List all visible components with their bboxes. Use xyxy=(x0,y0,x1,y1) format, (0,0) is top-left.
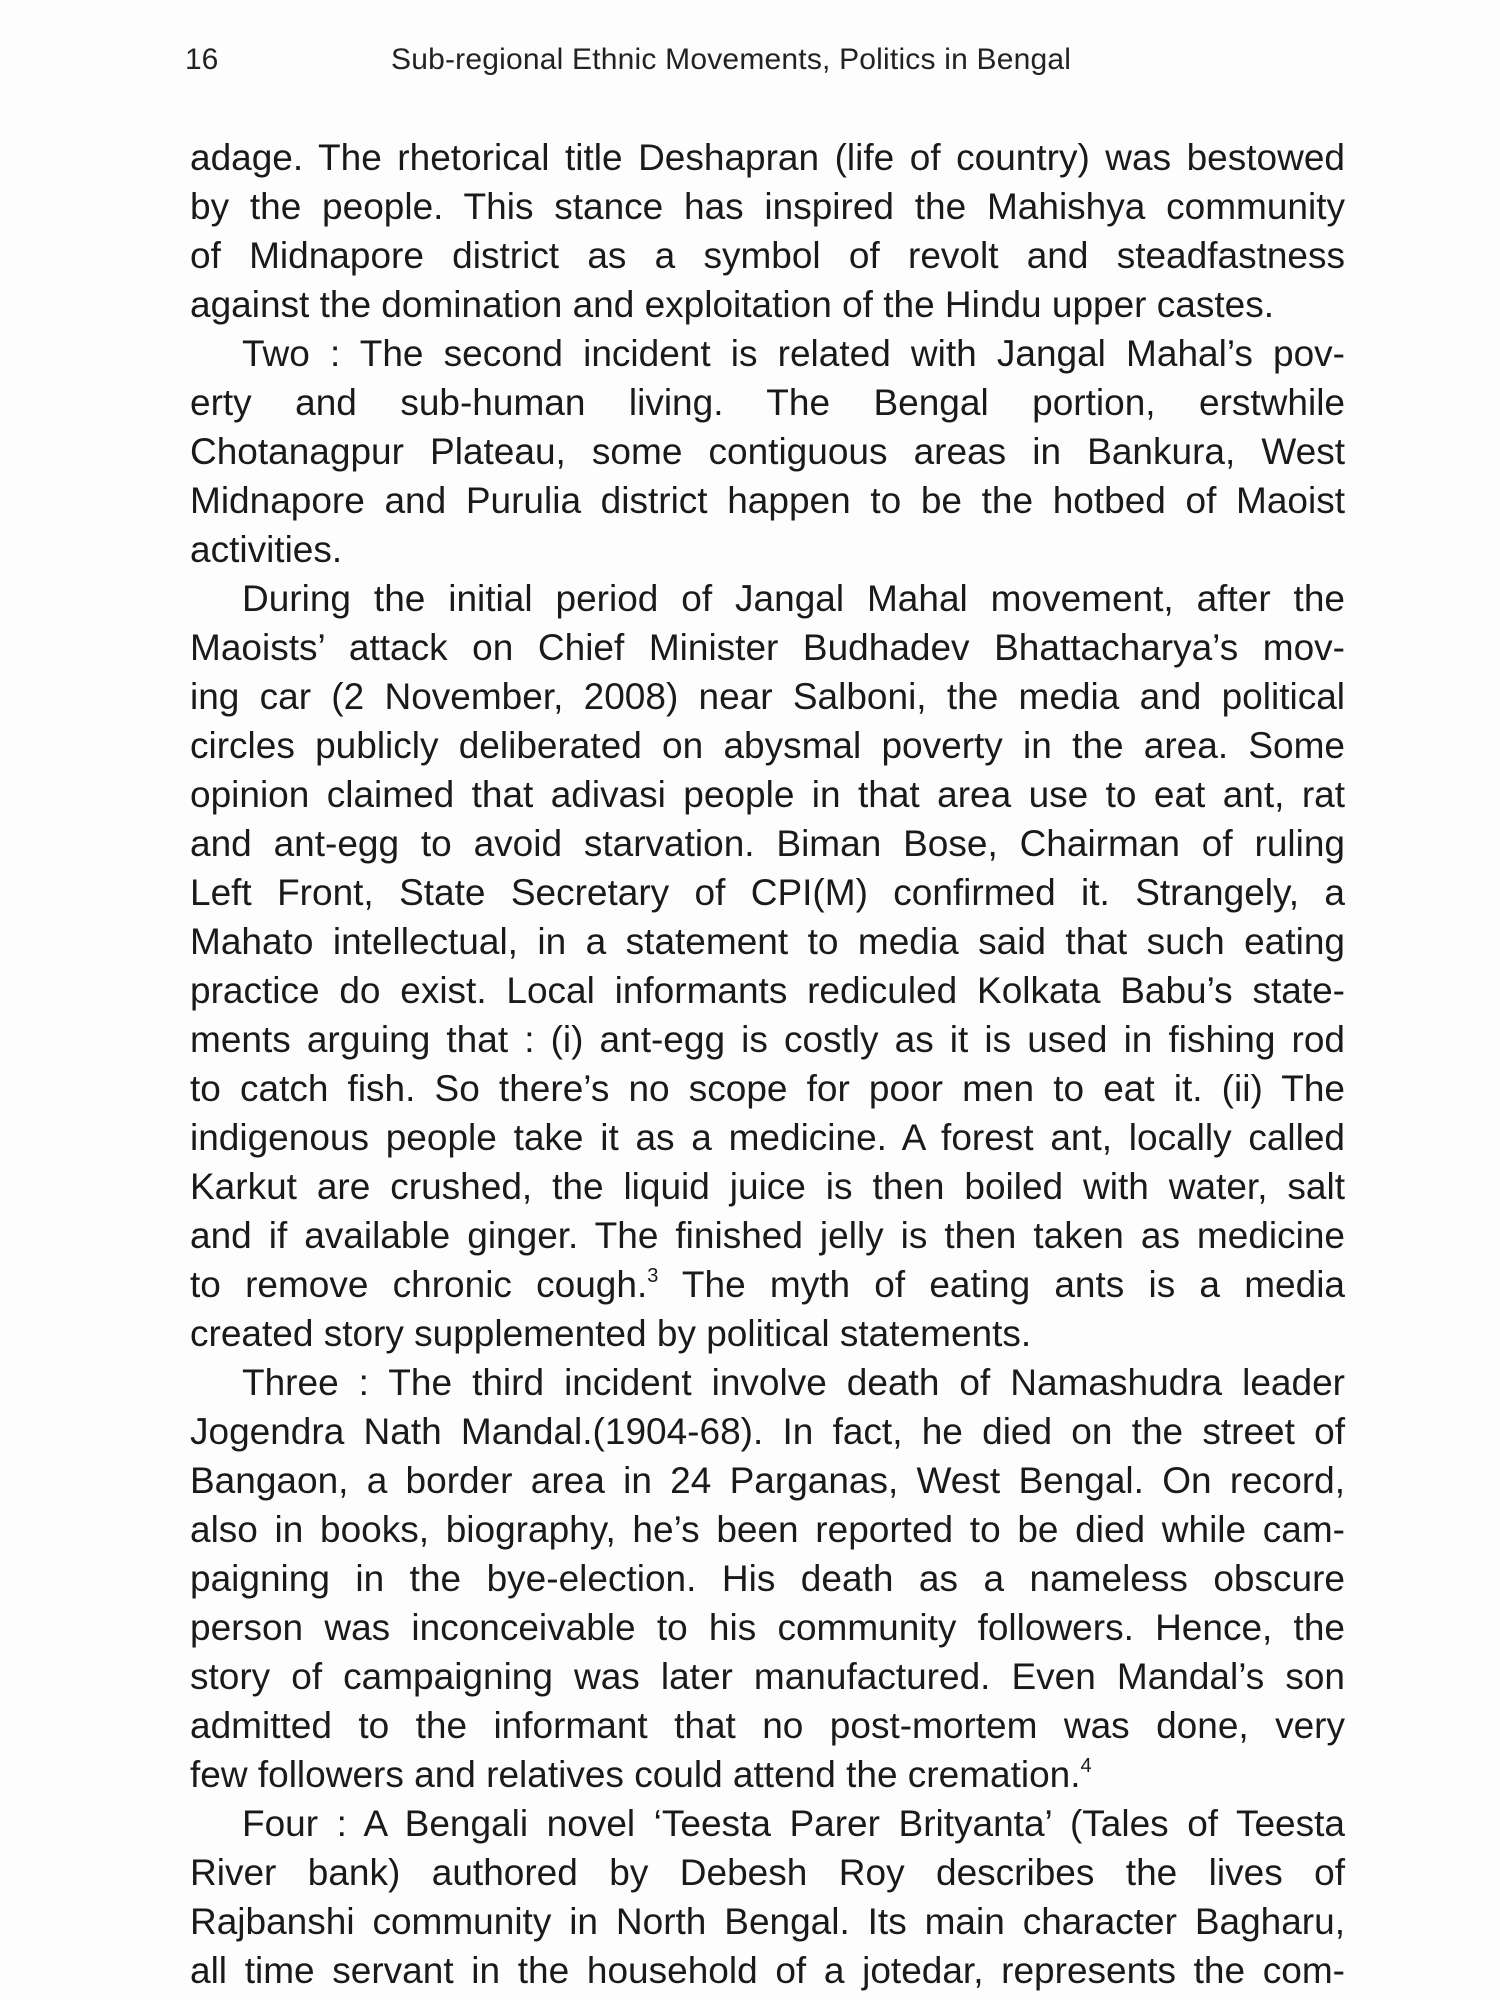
text-line: Left Front, State Secretary of CPI(M) confirmed it. Strangely, a xyxy=(190,872,1345,913)
text-line: admitted to the informant that no post-mortem was done, very xyxy=(190,1705,1345,1746)
running-title: Sub-regional Ethnic Movements, Politics in Bengal xyxy=(391,43,1072,76)
text-line: story of campaigning was later manufactured. Even Mandal’s son xyxy=(190,1656,1345,1697)
text-line: all time servant in the household of a jotedar, represents the com- xyxy=(190,1950,1345,1991)
text-line: Chotanagpur Plateau, some contiguous areas in Bankura, West xyxy=(190,431,1345,472)
text-line: indigenous people take it as a medicine. A forest ant, locally called xyxy=(190,1117,1345,1158)
paragraph-three-start: Three : The third incident involve death of Namashudra leader xyxy=(242,1362,1345,1403)
text-line: ments arguing that : (i) ant-egg is costly as it is used in fishing rod xyxy=(190,1019,1345,1060)
text-line: practice do exist. Local informants rediculed Kolkata Babu’s state- xyxy=(190,970,1345,1011)
text-line: created story supplemented by political statements. xyxy=(190,1313,1032,1354)
text-fragment: The myth of eating ants is a media xyxy=(658,1264,1345,1305)
paragraph-two-start: Two : The second incident is related with Jangal Mahal’s pov- xyxy=(242,333,1345,374)
text-line: and if available ginger. The finished jelly is then taken as medicine xyxy=(190,1215,1345,1256)
paragraph-jangal-mahal-start: During the initial period of Jangal Mahal movement, after the xyxy=(242,578,1345,619)
text-line: Rajbanshi community in North Bengal. Its main character Bagharu, xyxy=(190,1901,1345,1942)
text-line: erty and sub-human living. The Bengal portion, erstwhile xyxy=(190,382,1345,423)
body-text xyxy=(190,133,1345,1995)
text-line: Mahato intellectual, in a statement to media said that such eating xyxy=(190,921,1345,962)
text-line: adage. The rhetorical title Deshapran (life of country) was bestowed xyxy=(190,137,1345,178)
paragraph-four-start: Four : A Bengali novel ‘Teesta Parer Brityanta’ (Tales of Teesta xyxy=(242,1803,1345,1844)
text-line: Midnapore and Purulia district happen to be the hotbed of Maoist xyxy=(190,480,1345,521)
text-line: person was inconceivable to his community followers. Hence, the xyxy=(190,1607,1345,1648)
text-line: of Midnapore district as a symbol of revolt and steadfastness xyxy=(190,235,1345,276)
text-line: against the domination and exploitation of the Hindu upper castes. xyxy=(190,284,1275,325)
text-line: to catch fish. So there’s no scope for poor men to eat it. (ii) The xyxy=(190,1068,1345,1109)
text-line: Jogendra Nath Mandal.(1904-68). In fact, he died on the street of xyxy=(190,1411,1345,1452)
text-line: Maoists’ attack on Chief Minister Budhadev Bhattacharya’s mov- xyxy=(190,627,1345,668)
text-line: Bangaon, a border area in 24 Parganas, West Bengal. On record, xyxy=(190,1460,1345,1501)
text-line: opinion claimed that adivasi people in that area use to eat ant, rat xyxy=(190,774,1345,815)
text-line: circles publicly deliberated on abysmal poverty in the area. Some xyxy=(190,725,1345,766)
running-header xyxy=(185,40,1365,80)
text-fragment: to remove chronic cough. xyxy=(190,1264,648,1305)
text-line: paigning in the bye-election. His death as a nameless obscure xyxy=(190,1558,1345,1599)
text-line: Karkut are crushed, the liquid juice is then boiled with water, salt xyxy=(190,1166,1345,1207)
text-line: River bank) authored by Debesh Roy describes the lives of xyxy=(190,1852,1345,1893)
text-line: by the people. This stance has inspired the Mahishya community xyxy=(190,186,1345,227)
text-line-with-footnote xyxy=(190,1260,1345,1309)
text-line: also in books, biography, he’s been reported to be died while cam- xyxy=(190,1509,1345,1550)
text-line: ing car (2 November, 2008) near Salboni, the media and political xyxy=(190,676,1345,717)
footnote-marker: 3 xyxy=(647,1265,659,1287)
text-fragment: few followers and relatives could attend the cremation. xyxy=(190,1754,1081,1795)
footnote-marker: 4 xyxy=(1080,1755,1092,1777)
text-line: activities. xyxy=(190,529,343,570)
page-number: 16 xyxy=(185,43,219,76)
text-line-with-footnote xyxy=(190,1750,1345,1799)
text-line: and ant-egg to avoid starvation. Biman Bose, Chairman of ruling xyxy=(190,823,1345,864)
